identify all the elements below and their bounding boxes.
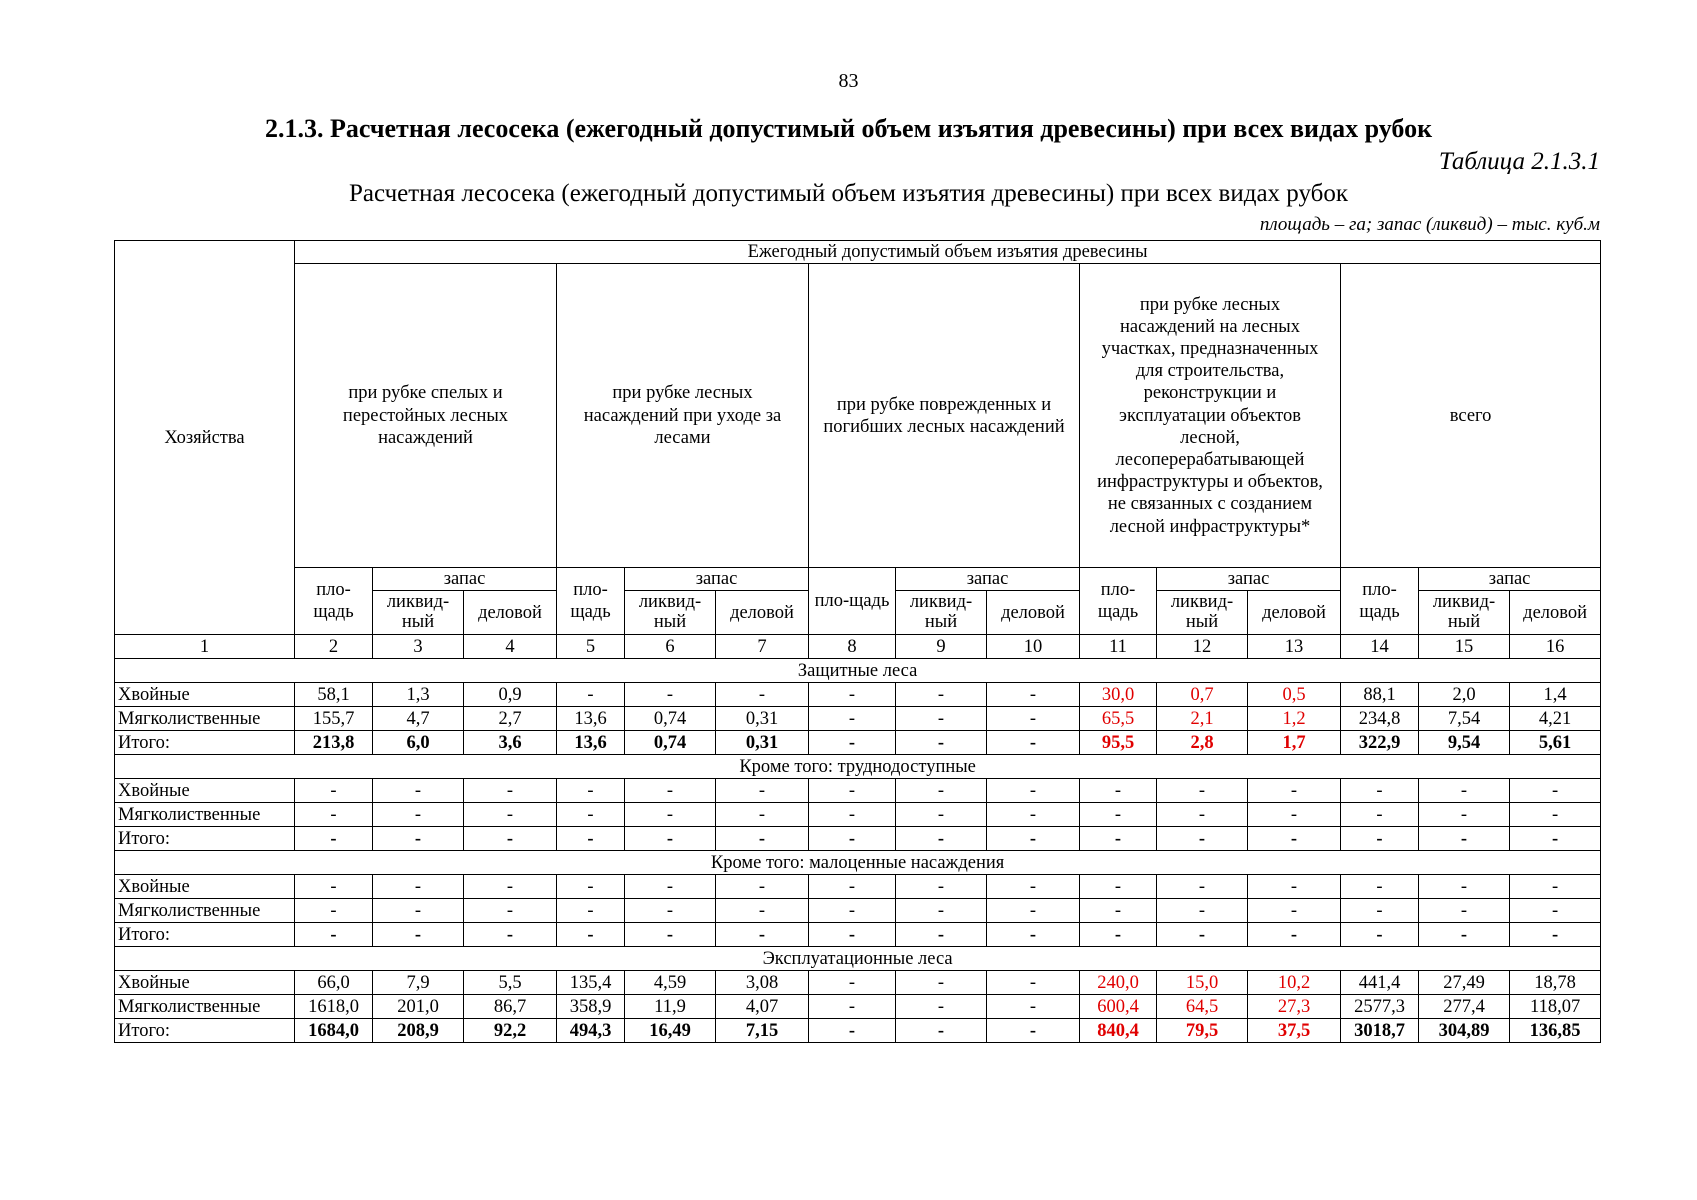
- table-cell: 9,54: [1419, 731, 1510, 755]
- table-cell: -: [1510, 923, 1601, 947]
- table-cell: 65,5: [1080, 707, 1157, 731]
- table-cell: 322,9: [1341, 731, 1419, 755]
- header-group-care: при рубке лесных насаждений при уходе за лесами: [557, 264, 809, 568]
- table-cell: 0,74: [625, 707, 716, 731]
- section-header-row: [115, 851, 1601, 875]
- table-cell: -: [625, 803, 716, 827]
- table-cell: -: [1080, 803, 1157, 827]
- table-cell: -: [809, 827, 896, 851]
- table-cell: -: [557, 899, 625, 923]
- table-cell: 64,5: [1157, 995, 1248, 1019]
- table-cell: 4,7: [373, 707, 464, 731]
- column-number: 14: [1341, 635, 1419, 659]
- column-number: 11: [1080, 635, 1157, 659]
- table-cell: 2,0: [1419, 683, 1510, 707]
- units-note: площадь – га; запас (ликвид) – тыс. куб.м: [1259, 214, 1600, 235]
- table-cell: -: [1248, 875, 1341, 899]
- table-cell: -: [896, 923, 987, 947]
- row-label: Итого:: [115, 1019, 295, 1043]
- table-cell: 18,78: [1510, 971, 1601, 995]
- table-cell: 1618,0: [295, 995, 373, 1019]
- table-number: Таблица 2.1.3.1: [1438, 148, 1600, 175]
- table-cell: -: [1080, 875, 1157, 899]
- row-label: Мягколиственные: [115, 899, 295, 923]
- table-cell: -: [464, 899, 557, 923]
- table-cell: -: [1419, 779, 1510, 803]
- table-row: [115, 707, 1601, 731]
- table-cell: -: [809, 1019, 896, 1043]
- table-cell: 66,0: [295, 971, 373, 995]
- column-number: 10: [987, 635, 1080, 659]
- header-business: деловой: [1510, 591, 1601, 635]
- header-group-construction: при рубке лесных насаждений на лесных участках, предназначенных для строительства, реконструкции и эксплуатации объектов лесной, лесоперерабатывающей инфраструктуры и объектов, не связанных с созданием лесной инфраструктуры*: [1080, 264, 1341, 568]
- table-cell: -: [809, 779, 896, 803]
- table-row: [115, 1019, 1601, 1043]
- table-cell: -: [809, 707, 896, 731]
- table-cell: -: [1510, 899, 1601, 923]
- header-annual: Ежегодный допустимый объем изъятия древесины: [295, 241, 1601, 264]
- table-cell: -: [987, 803, 1080, 827]
- table-cell: -: [1080, 779, 1157, 803]
- table-cell: -: [809, 683, 896, 707]
- table-cell: 0,7: [1157, 683, 1248, 707]
- table-cell: -: [1248, 803, 1341, 827]
- header-liquid: ликвид-ный: [1419, 591, 1510, 635]
- column-number: 16: [1510, 635, 1601, 659]
- page-number: 83: [838, 70, 859, 92]
- table-cell: -: [1510, 803, 1601, 827]
- section-header-row: [115, 659, 1601, 683]
- table-cell: 1,7: [1248, 731, 1341, 755]
- section-header-row: [115, 755, 1601, 779]
- table-cell: -: [987, 875, 1080, 899]
- row-label: Хвойные: [115, 683, 295, 707]
- table-cell: 92,2: [464, 1019, 557, 1043]
- table-cell: 37,5: [1248, 1019, 1341, 1043]
- header-stock: запас: [896, 568, 1080, 591]
- table-cell: -: [625, 875, 716, 899]
- header-area: пло-щадь: [1080, 568, 1157, 635]
- row-label: Мягколиственные: [115, 995, 295, 1019]
- table-cell: -: [1157, 779, 1248, 803]
- table-cell: -: [987, 707, 1080, 731]
- header-liquid: ликвид-ный: [625, 591, 716, 635]
- table-cell: -: [716, 899, 809, 923]
- column-number: 7: [716, 635, 809, 659]
- column-number: 12: [1157, 635, 1248, 659]
- table-cell: 135,4: [557, 971, 625, 995]
- table-cell: -: [809, 803, 896, 827]
- table-cell: -: [1419, 803, 1510, 827]
- table-cell: 58,1: [295, 683, 373, 707]
- table-title: Расчетная лесосека (ежегодный допустимый объем изъятия древесины) при всех видах рубок: [348, 180, 1349, 207]
- table-cell: 1,4: [1510, 683, 1601, 707]
- section-title: Кроме того: малоценные насаждения: [115, 851, 1601, 875]
- table-row: [115, 875, 1601, 899]
- table-cell: -: [1080, 923, 1157, 947]
- table-cell: -: [373, 899, 464, 923]
- row-label: Итого:: [115, 731, 295, 755]
- table-cell: -: [1080, 827, 1157, 851]
- table-cell: 0,5: [1248, 683, 1341, 707]
- table-cell: -: [464, 803, 557, 827]
- table-cell: -: [809, 731, 896, 755]
- table-cell: 155,7: [295, 707, 373, 731]
- table-cell: -: [896, 1019, 987, 1043]
- table-row: [115, 683, 1601, 707]
- row-label: Хвойные: [115, 779, 295, 803]
- table-cell: -: [987, 971, 1080, 995]
- table-cell: -: [896, 779, 987, 803]
- table-cell: -: [557, 923, 625, 947]
- table-row: [115, 803, 1601, 827]
- table-cell: 86,7: [464, 995, 557, 1019]
- column-number: 1: [115, 635, 295, 659]
- table-cell: 16,49: [625, 1019, 716, 1043]
- row-label: Итого:: [115, 827, 295, 851]
- header-area: пло-щадь: [295, 568, 373, 635]
- table-cell: -: [987, 683, 1080, 707]
- table-cell: -: [987, 995, 1080, 1019]
- table-cell: -: [1157, 875, 1248, 899]
- table-cell: 201,0: [373, 995, 464, 1019]
- table-cell: 3,08: [716, 971, 809, 995]
- table-cell: -: [1248, 779, 1341, 803]
- header-stock: запас: [625, 568, 809, 591]
- table-cell: -: [1157, 827, 1248, 851]
- table-cell: -: [464, 779, 557, 803]
- section-title: Кроме того: труднодоступные: [115, 755, 1601, 779]
- table-row: [115, 971, 1601, 995]
- table-cell: -: [987, 731, 1080, 755]
- table-cell: -: [295, 803, 373, 827]
- table-cell: -: [896, 971, 987, 995]
- row-label: Хвойные: [115, 971, 295, 995]
- table-cell: 11,9: [625, 995, 716, 1019]
- table-cell: 213,8: [295, 731, 373, 755]
- header-area: пло-щадь: [557, 568, 625, 635]
- table-cell: 79,5: [1157, 1019, 1248, 1043]
- header-business: деловой: [464, 591, 557, 635]
- table-cell: 2577,3: [1341, 995, 1419, 1019]
- table-cell: -: [464, 875, 557, 899]
- table-cell: -: [1341, 827, 1419, 851]
- table-cell: 1,2: [1248, 707, 1341, 731]
- table-cell: 136,85: [1510, 1019, 1601, 1043]
- table-cell: -: [1080, 899, 1157, 923]
- table-cell: 0,31: [716, 707, 809, 731]
- table-cell: -: [1341, 899, 1419, 923]
- header-business: деловой: [987, 591, 1080, 635]
- table-cell: 7,54: [1419, 707, 1510, 731]
- table-cell: 0,74: [625, 731, 716, 755]
- table-cell: 27,49: [1419, 971, 1510, 995]
- column-number: 2: [295, 635, 373, 659]
- table-cell: 208,9: [373, 1019, 464, 1043]
- table-cell: -: [373, 875, 464, 899]
- table-cell: 6,0: [373, 731, 464, 755]
- table-cell: 2,8: [1157, 731, 1248, 755]
- table-cell: 840,4: [1080, 1019, 1157, 1043]
- table-row: [115, 779, 1601, 803]
- table-cell: -: [987, 923, 1080, 947]
- table-cell: 4,21: [1510, 707, 1601, 731]
- table-cell: -: [1419, 875, 1510, 899]
- table-cell: -: [1248, 899, 1341, 923]
- header-group-total: всего: [1341, 264, 1601, 568]
- header-stock: запас: [1419, 568, 1601, 591]
- table-cell: 441,4: [1341, 971, 1419, 995]
- table-cell: 4,07: [716, 995, 809, 1019]
- table-cell: -: [1341, 779, 1419, 803]
- table-cell: -: [625, 899, 716, 923]
- table-cell: 7,9: [373, 971, 464, 995]
- table-cell: -: [896, 707, 987, 731]
- header-area: пло-щадь: [809, 568, 896, 635]
- table-cell: 3018,7: [1341, 1019, 1419, 1043]
- table-cell: -: [625, 683, 716, 707]
- header-business: деловой: [1248, 591, 1341, 635]
- table-cell: -: [896, 731, 987, 755]
- header-liquid: ликвид-ный: [896, 591, 987, 635]
- table-cell: 5,61: [1510, 731, 1601, 755]
- table-cell: -: [1419, 899, 1510, 923]
- table-cell: -: [1510, 875, 1601, 899]
- table-cell: -: [1510, 827, 1601, 851]
- table-cell: -: [896, 683, 987, 707]
- table-cell: -: [295, 827, 373, 851]
- table-cell: 5,5: [464, 971, 557, 995]
- table-cell: -: [295, 899, 373, 923]
- table-cell: -: [295, 923, 373, 947]
- table-cell: -: [987, 899, 1080, 923]
- table-cell: -: [1341, 875, 1419, 899]
- table-cell: -: [373, 779, 464, 803]
- table-cell: -: [809, 875, 896, 899]
- table-cell: 2,1: [1157, 707, 1248, 731]
- table-row: [115, 923, 1601, 947]
- table-cell: -: [295, 779, 373, 803]
- table-cell: -: [809, 971, 896, 995]
- table-cell: -: [1157, 899, 1248, 923]
- table-cell: -: [987, 779, 1080, 803]
- table-cell: 13,6: [557, 707, 625, 731]
- table-row: [115, 827, 1601, 851]
- table-cell: -: [1341, 803, 1419, 827]
- table-cell: -: [896, 827, 987, 851]
- table-cell: -: [1510, 779, 1601, 803]
- header-farms: Хозяйства: [115, 241, 295, 635]
- table-cell: 600,4: [1080, 995, 1157, 1019]
- table-cell: -: [716, 923, 809, 947]
- table-cell: -: [716, 827, 809, 851]
- table-cell: -: [373, 803, 464, 827]
- row-label: Итого:: [115, 923, 295, 947]
- table-cell: -: [896, 899, 987, 923]
- column-number: 9: [896, 635, 987, 659]
- column-number: 4: [464, 635, 557, 659]
- header-liquid: ликвид-ный: [373, 591, 464, 635]
- table-cell: -: [295, 875, 373, 899]
- header-group-damaged: при рубке поврежденных и погибших лесных насаждений: [809, 264, 1080, 568]
- table-cell: -: [987, 827, 1080, 851]
- table-cell: -: [809, 995, 896, 1019]
- table-cell: 304,89: [1419, 1019, 1510, 1043]
- table-cell: -: [625, 827, 716, 851]
- table-cell: -: [716, 683, 809, 707]
- column-number: 13: [1248, 635, 1341, 659]
- table-cell: -: [464, 827, 557, 851]
- table-cell: 234,8: [1341, 707, 1419, 731]
- table-cell: -: [1419, 827, 1510, 851]
- table-cell: -: [557, 827, 625, 851]
- table-cell: -: [1157, 803, 1248, 827]
- table-cell: 1,3: [373, 683, 464, 707]
- table-cell: -: [625, 779, 716, 803]
- table-cell: -: [1419, 923, 1510, 947]
- table-cell: 0,9: [464, 683, 557, 707]
- table-cell: -: [716, 875, 809, 899]
- row-label: Хвойные: [115, 875, 295, 899]
- table-cell: -: [809, 923, 896, 947]
- allowable-cut-table: [114, 240, 1601, 1043]
- table-cell: -: [557, 875, 625, 899]
- table-cell: -: [557, 779, 625, 803]
- header-group-mature: при рубке спелых и перестойных лесных насаждений: [295, 264, 557, 568]
- row-label: Мягколиственные: [115, 707, 295, 731]
- column-number: 6: [625, 635, 716, 659]
- table-cell: -: [716, 803, 809, 827]
- row-label: Мягколиственные: [115, 803, 295, 827]
- section-title: Защитные леса: [115, 659, 1601, 683]
- table-cell: 7,15: [716, 1019, 809, 1043]
- table-cell: 88,1: [1341, 683, 1419, 707]
- table-cell: -: [464, 923, 557, 947]
- table-cell: 13,6: [557, 731, 625, 755]
- table-row: [115, 899, 1601, 923]
- table-cell: -: [716, 779, 809, 803]
- table-cell: 277,4: [1419, 995, 1510, 1019]
- table-cell: -: [1341, 923, 1419, 947]
- header-stock: запас: [373, 568, 557, 591]
- column-number: 15: [1419, 635, 1510, 659]
- table-cell: 10,2: [1248, 971, 1341, 995]
- section-title: 2.1.3. Расчетная лесосека (ежегодный допустимый объем изъятия древесины) при всех видах рубок: [264, 114, 1433, 143]
- section-title: Эксплуатационные леса: [115, 947, 1601, 971]
- table-cell: -: [1248, 923, 1341, 947]
- header-liquid: ликвид-ный: [1157, 591, 1248, 635]
- header-stock: запас: [1157, 568, 1341, 591]
- table-cell: -: [809, 899, 896, 923]
- column-number: 3: [373, 635, 464, 659]
- table-cell: 358,9: [557, 995, 625, 1019]
- table-cell: -: [987, 1019, 1080, 1043]
- table-cell: -: [896, 803, 987, 827]
- table-cell: -: [896, 875, 987, 899]
- table-cell: -: [373, 923, 464, 947]
- table-cell: 2,7: [464, 707, 557, 731]
- table-row: [115, 731, 1601, 755]
- table-cell: -: [625, 923, 716, 947]
- table-cell: 0,31: [716, 731, 809, 755]
- table-cell: 494,3: [557, 1019, 625, 1043]
- table-row: [115, 995, 1601, 1019]
- section-header-row: [115, 947, 1601, 971]
- table-cell: 118,07: [1510, 995, 1601, 1019]
- table-cell: 27,3: [1248, 995, 1341, 1019]
- table-cell: -: [1157, 923, 1248, 947]
- table-cell: 3,6: [464, 731, 557, 755]
- column-number: 8: [809, 635, 896, 659]
- header-business: деловой: [716, 591, 809, 635]
- table-cell: 1684,0: [295, 1019, 373, 1043]
- table-cell: 240,0: [1080, 971, 1157, 995]
- table-cell: -: [896, 995, 987, 1019]
- table-cell: 15,0: [1157, 971, 1248, 995]
- table-cell: -: [557, 803, 625, 827]
- header-area: пло-щадь: [1341, 568, 1419, 635]
- table-cell: 30,0: [1080, 683, 1157, 707]
- table-cell: -: [557, 683, 625, 707]
- table-cell: -: [1248, 827, 1341, 851]
- table-cell: -: [373, 827, 464, 851]
- column-number: 5: [557, 635, 625, 659]
- table-cell: 95,5: [1080, 731, 1157, 755]
- table-cell: 4,59: [625, 971, 716, 995]
